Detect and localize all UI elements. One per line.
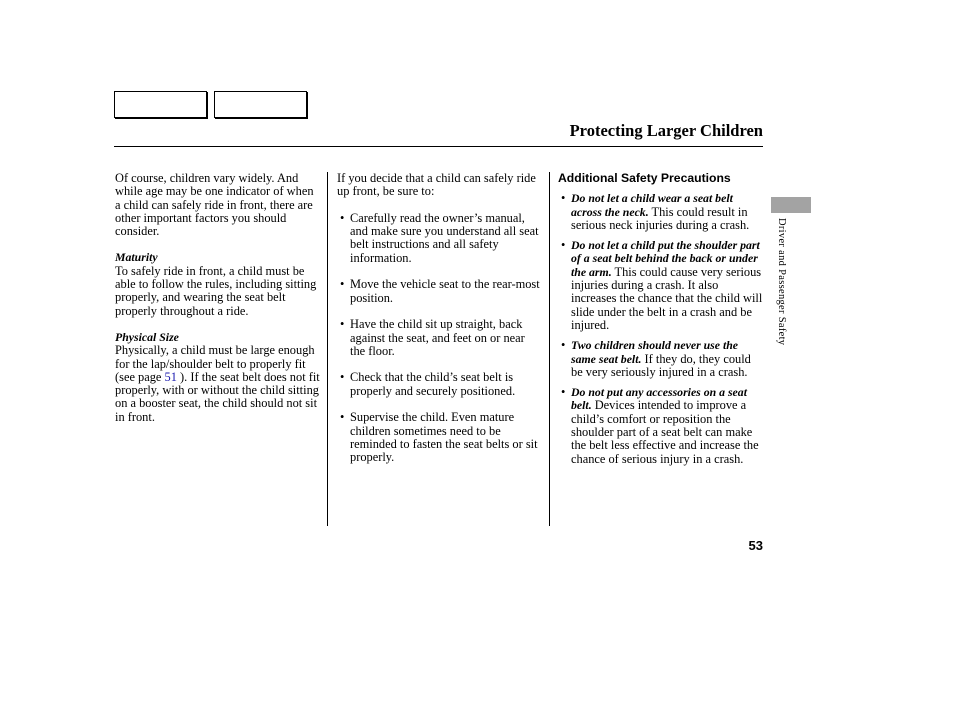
warning-text: If they do, they could be very seriously injured in a crash. [571, 351, 751, 379]
page-title: Protecting Larger Children [569, 121, 763, 140]
checklist [337, 212, 542, 465]
middle-intro: If you decide that a child can safely ride up front, be sure to: [337, 171, 536, 199]
column-middle [337, 172, 542, 465]
column-divider [549, 172, 550, 526]
title-rule [114, 146, 763, 147]
list-item: • Check that the child’s seat belt is properly and securely positioned. [337, 371, 542, 398]
list-item: • Have the child sit up straight, back against the seat, and feet on or near the floor. [337, 318, 542, 358]
physical-size-paragraph [115, 344, 320, 424]
intro-paragraph: Of course, children vary widely. And while age may be one indicator of when a child can safely ride in front, there are other important factors you should consider. [115, 171, 314, 239]
list-item [558, 386, 763, 466]
warning-lead: Do not put any accessories on a seat belt. [571, 385, 747, 413]
list-item: • Supervise the child. Even mature children sometimes need to be reminded to fasten the seat belts or sit properly. [337, 411, 542, 464]
physical-size-text-2: ). If the seat belt does not fit properly, with or without the child sitting on a booster seat, the child should not sit in front. [115, 369, 320, 424]
warning-lead: Do not let a child put the shoulder part of a seat belt behind the back or under the arm. [571, 238, 760, 279]
precautions-list [558, 192, 763, 466]
warning-text: Devices intended to improve a child’s comfort or reposition the shoulder part of a seat belt can make the belt less effective and increase the chance of serious injury in a crash. [571, 398, 759, 466]
warning-lead: Two children should never use the same seat belt. [571, 338, 739, 366]
warning-text: This could result in serious neck injuries during a crash. [571, 204, 750, 232]
nav-button-index[interactable] [214, 91, 307, 118]
warning-text: This could cause very serious injuries during a crash. It also increases the chance that the child will slide under the belt in a crash and be injured. [571, 264, 763, 332]
maturity-heading: Maturity [115, 250, 158, 265]
column-left [115, 172, 320, 424]
column-divider [327, 172, 328, 526]
nav-button-contents[interactable] [114, 91, 207, 118]
physical-size-heading: Physical Size [115, 329, 179, 344]
column-right [558, 172, 763, 466]
section-label: Driver and Passenger Safety [776, 218, 787, 346]
list-item: • Carefully read the owner’s manual, and make sure you understand all seat belt instructions and all safety information. [337, 212, 542, 265]
list-item [558, 192, 763, 232]
warning-lead: Do not let a child wear a seat belt across the neck. [571, 191, 733, 219]
physical-size-text-1: Physically, a child must be large enough for the lap/shoulder belt to properly fit (see page [115, 343, 315, 384]
list-item [558, 339, 763, 379]
precautions-heading: Additional Safety Precautions [558, 171, 731, 185]
page-link-51[interactable]: 51 [164, 369, 177, 384]
maturity-paragraph: To safely ride in front, a child must be able to follow the rules, including sitting properly, and wearing the seat belt properly throughout a ride. [115, 263, 317, 318]
list-item [558, 239, 763, 332]
section-tab [771, 197, 811, 213]
list-item: • Move the vehicle seat to the rear-most position. [337, 278, 542, 305]
page-number: 53 [748, 538, 763, 553]
